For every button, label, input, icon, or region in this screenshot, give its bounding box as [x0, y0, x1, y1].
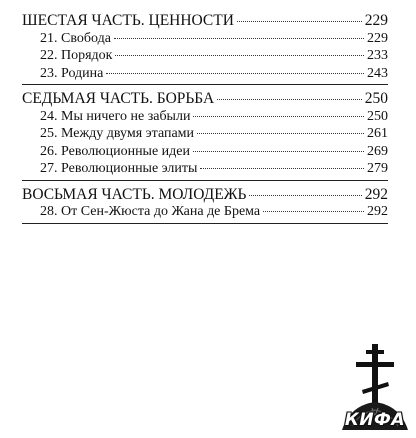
page-number: 261 — [367, 126, 388, 141]
publisher-name: КИФА — [344, 410, 406, 430]
dot-leader — [115, 55, 364, 56]
page-number: 292 — [364, 185, 388, 203]
toc-section-part-8 — [22, 186, 388, 224]
page-number: 250 — [364, 90, 388, 107]
publisher-logo — [338, 342, 412, 434]
part-title: СЕДЬМАЯ ЧАСТЬ. БОРЬБА — [22, 90, 215, 107]
toc-chapter-entry — [22, 47, 388, 65]
chapter-title: 28. От Сен-Жюста до Жана де Брема — [40, 204, 261, 219]
page-number: 292 — [367, 204, 388, 219]
chapter-title: 22. Порядок — [40, 48, 113, 63]
dot-leader — [237, 21, 362, 22]
dot-leader — [249, 195, 361, 196]
dot-leader — [114, 38, 364, 39]
page-number: 250 — [367, 108, 388, 124]
chapter-title: 26. Революционные идеи — [40, 143, 191, 159]
dot-leader — [193, 116, 364, 117]
table-of-contents — [22, 12, 388, 229]
dot-leader — [217, 99, 362, 100]
page-number: 279 — [367, 161, 388, 176]
chapter-title: 24. Мы ничего не забыли — [40, 108, 191, 124]
dot-leader — [106, 73, 364, 74]
toc-part-entry — [22, 90, 388, 108]
chapter-title: 21. Свобода — [40, 30, 111, 46]
page-number: 269 — [367, 143, 388, 159]
toc-chapter-entry — [22, 108, 388, 126]
part-title: ВОСЬМАЯ ЧАСТЬ. МОЛОДЕЖЬ — [22, 185, 247, 203]
dot-leader — [193, 151, 364, 152]
toc-chapter-entry — [22, 203, 388, 221]
toc-part-entry — [22, 186, 388, 204]
toc-chapter-entry — [22, 65, 388, 83]
toc-chapter-entry — [22, 30, 388, 48]
toc-chapter-entry — [22, 125, 388, 143]
dot-leader — [263, 211, 364, 212]
page-number: 229 — [364, 12, 388, 29]
page-number: 243 — [367, 65, 388, 81]
toc-section-part-6 — [22, 12, 388, 85]
toc-chapter-entry — [22, 143, 388, 161]
toc-chapter-entry — [22, 160, 388, 178]
chapter-title: 25. Между двумя этапами — [40, 126, 195, 141]
toc-section-part-7 — [22, 90, 388, 181]
dot-leader — [200, 168, 364, 169]
chapter-title: 23. Родина — [40, 65, 104, 81]
page-number: 233 — [367, 48, 388, 63]
chapter-title: 27. Революционные элиты — [40, 161, 198, 176]
dot-leader — [197, 133, 364, 134]
page-number: 229 — [367, 30, 388, 46]
part-title: ШЕСТАЯ ЧАСТЬ. ЦЕННОСТИ — [22, 12, 234, 29]
toc-part-entry — [22, 12, 388, 30]
